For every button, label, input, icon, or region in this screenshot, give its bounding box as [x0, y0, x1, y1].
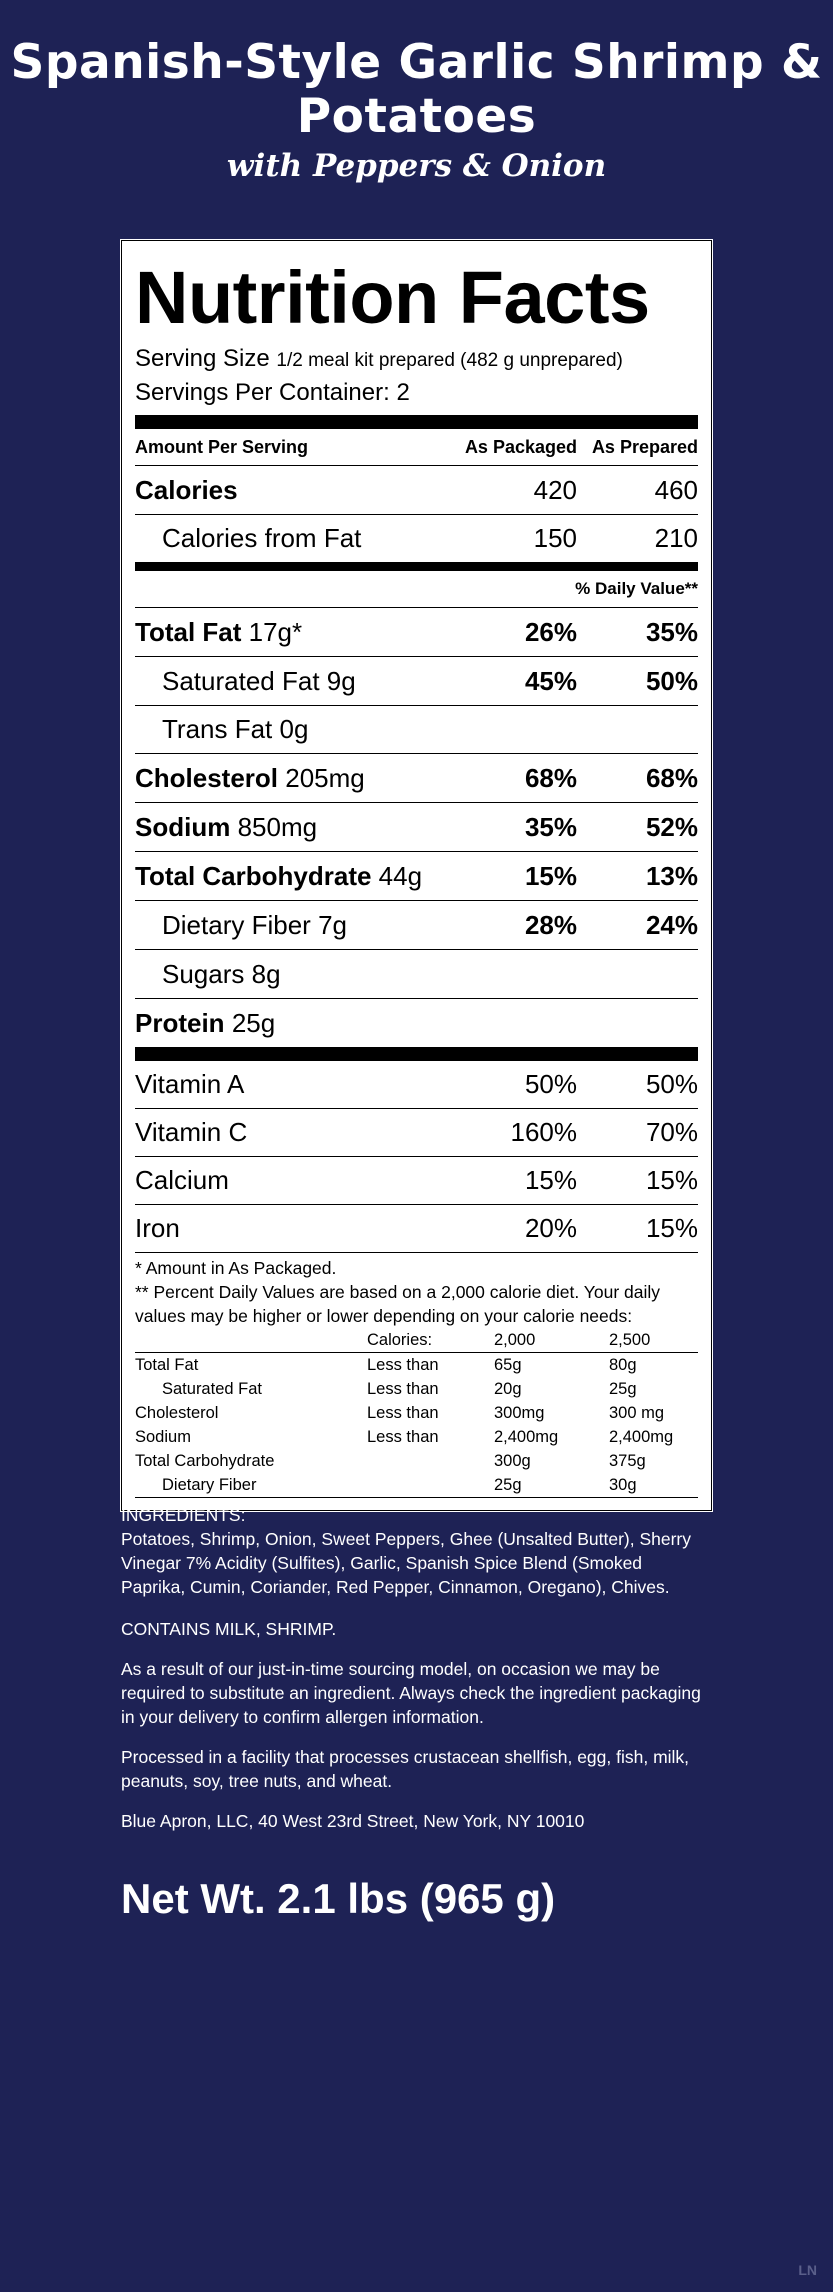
footnote-daily-values: ** Percent Daily Values are based on a 2,000 calorie diet. Your daily values may be higher or lower depending on your calorie needs: — [135, 1282, 661, 1326]
dv-nutrient-name: Saturated Fat — [162, 1380, 262, 1398]
nutrient-row — [135, 901, 698, 950]
dv-calories-2000: 2,000 — [494, 1328, 609, 1353]
facility-note: Processed in a facility that processes crustacean shellfish, egg, fish, milk, peanuts, soy, tree nuts, and wheat. — [121, 1747, 690, 1791]
serving-size-value: 1/2 meal kit prepared (482 g unprepared) — [276, 350, 623, 371]
nutrient-packaged-dv: 45% — [524, 665, 577, 696]
calories-from-fat-row — [135, 515, 698, 562]
nutrient-amount: 7g — [318, 909, 347, 940]
dv-less-than: Less than — [367, 1356, 439, 1374]
sourcing-note: As a result of our just-in-time sourcing model, on occasion we may be required to substitute an ingredient. Always check the ingredient packaging in your delivery to confirm allergen information. — [121, 1659, 701, 1727]
ingredients-text: Potatoes, Shrimp, Onion, Sweet Peppers, Ghee (Unsalted Butter), Sherry Vinegar 7% Acidity (Sulfites), Garlic, Spanish Spice Blend (Smoked Paprika, Cumin, Coriander, Red Pepper, Cinnamon, Oregano), Chives. — [121, 1529, 691, 1597]
table-row — [135, 1401, 698, 1425]
nutrient-amount: 9g — [326, 665, 356, 696]
calories-packaged: 420 — [533, 474, 577, 505]
dv-nutrient-name: Dietary Fiber — [135, 1473, 367, 1498]
nutrient-amount: 44g — [378, 860, 423, 891]
dv-value-2000: 2,400mg — [494, 1428, 559, 1446]
dv-calories-2500: 2,500 — [609, 1328, 698, 1353]
calories-label: Calories — [135, 474, 238, 505]
dv-value-2500: 375g — [609, 1452, 646, 1470]
nutrient-row — [135, 706, 698, 754]
dv-less-than — [367, 1473, 494, 1498]
nutrient-row — [135, 657, 698, 706]
dv-nutrient-name: Total Fat — [135, 1356, 199, 1374]
nutrient-prepared-dv: 52% — [645, 811, 698, 842]
serving-size — [135, 343, 698, 377]
net-weight: Net Wt. 2.1 lbs (965 g) — [121, 1875, 556, 1922]
nutrient-name: Sodium — [135, 811, 231, 842]
nutrient-name: Dietary Fiber — [162, 909, 311, 940]
nutrient-amount: 17g* — [248, 616, 303, 647]
vitamin-prepared: 15% — [645, 1165, 698, 1195]
ingredients-section — [121, 1503, 711, 1599]
nutrient-packaged-dv: 26% — [524, 616, 577, 647]
dv-nutrient-name: Cholesterol — [135, 1404, 219, 1422]
calories-from-fat-prepared: 210 — [654, 523, 698, 553]
nutrient-name: Sugars — [162, 958, 245, 989]
as-packaged-header: As Packaged — [464, 436, 577, 457]
dv-value-2000: 25g — [494, 1473, 609, 1498]
nutrient-row — [135, 950, 698, 999]
vitamin-name: Vitamin C — [135, 1117, 248, 1147]
calories-prepared: 460 — [654, 474, 698, 505]
divider-medium — [135, 562, 698, 571]
nutrient-name: Protein — [135, 1007, 225, 1038]
nutrient-prepared-dv: 13% — [645, 860, 698, 891]
nutrient-packaged-dv: 28% — [524, 909, 577, 940]
nutrient-amount: 0g — [279, 714, 309, 744]
dv-table-head — [135, 1328, 698, 1353]
vitamin-packaged: 15% — [524, 1165, 577, 1195]
dv-value-2000: 65g — [494, 1356, 522, 1374]
vitamin-packaged: 20% — [524, 1213, 577, 1243]
nutrient-amount: 8g — [251, 958, 281, 989]
serving-size-label: Serving Size — [135, 345, 270, 372]
nutrient-packaged-dv: 68% — [524, 762, 577, 793]
vitamin-row — [135, 1109, 698, 1157]
column-header-row — [135, 429, 698, 466]
vitamin-name: Vitamin A — [135, 1069, 245, 1099]
product-subtitle: with Peppers & Onion — [226, 148, 607, 184]
calories-from-fat-label: Calories from Fat — [162, 523, 362, 553]
dv-less-than — [367, 1449, 494, 1473]
product-title: Spanish-Style Garlic Shrimp & Potatoes — [10, 35, 823, 144]
vitamin-row — [135, 1205, 698, 1253]
nutrient-row — [135, 608, 698, 657]
nutrition-label — [121, 240, 712, 1511]
allergen-contains: CONTAINS MILK, SHRIMP. — [121, 1619, 337, 1639]
nutrient-amount: 25g — [231, 1007, 276, 1038]
table-row — [135, 1449, 698, 1473]
vitamin-packaged: 50% — [524, 1069, 577, 1099]
vitamin-name: Iron — [135, 1213, 180, 1243]
nutrient-name: Cholesterol — [135, 762, 279, 793]
table-row — [135, 1377, 698, 1401]
vitamin-row — [135, 1061, 698, 1109]
nutrient-prepared-dv: 68% — [645, 762, 698, 793]
table-row — [135, 1353, 698, 1378]
nutrient-prepared-dv: 35% — [645, 616, 698, 647]
as-prepared-header: As Prepared — [591, 436, 698, 457]
dv-less-than: Less than — [367, 1380, 439, 1398]
nutrient-name: Saturated Fat — [162, 665, 320, 696]
company-address: Blue Apron, LLC, 40 West 23rd Street, New York, NY 10010 — [121, 1811, 585, 1831]
vitamin-prepared: 70% — [645, 1117, 698, 1147]
nutrient-row — [135, 803, 698, 852]
dv-value-2000: 300g — [494, 1452, 531, 1470]
nutrient-amount: 205mg — [285, 762, 365, 793]
nutrient-name: Trans Fat — [162, 714, 273, 744]
dv-less-than: Less than — [367, 1428, 439, 1446]
table-row — [135, 1473, 698, 1498]
daily-values-table — [135, 1328, 698, 1498]
dv-value-2500: 2,400mg — [609, 1428, 674, 1446]
calories-from-fat-packaged: 150 — [533, 523, 577, 553]
nutrient-packaged-dv: 15% — [524, 860, 577, 891]
vitamin-prepared: 15% — [645, 1213, 698, 1243]
dv-nutrient-name: Total Carbohydrate — [135, 1452, 275, 1470]
vitamin-prepared: 50% — [645, 1069, 698, 1099]
calories-row — [135, 466, 698, 515]
dv-value-2500: 80g — [609, 1356, 637, 1374]
table-row — [135, 1425, 698, 1449]
nutrient-amount: 850mg — [237, 811, 318, 842]
vitamin-row — [135, 1157, 698, 1205]
dv-value-2000: 20g — [494, 1380, 522, 1398]
corner-mark: LN — [798, 2262, 817, 2278]
nutrient-row — [135, 852, 698, 901]
vitamin-name: Calcium — [135, 1165, 229, 1195]
daily-value-header-text: % Daily Value** — [575, 579, 698, 598]
dv-calories-label: Calories: — [367, 1328, 494, 1353]
dv-nutrient-name: Sodium — [135, 1428, 191, 1446]
nutrition-facts-title: Nutrition Facts — [135, 256, 650, 339]
nutrient-name: Total Fat — [135, 616, 242, 647]
divider-thick — [135, 1047, 698, 1061]
vitamin-packaged: 160% — [510, 1117, 577, 1147]
daily-value-header — [135, 571, 698, 608]
nutrient-row — [135, 999, 698, 1047]
dv-value-2000: 300mg — [494, 1404, 545, 1422]
dv-value-2500: 30g — [609, 1473, 698, 1498]
dv-value-2500: 25g — [609, 1380, 637, 1398]
nutrient-prepared-dv: 50% — [645, 665, 698, 696]
nutrient-prepared-dv: 24% — [645, 909, 698, 940]
amount-per-serving-header: Amount Per Serving — [135, 436, 309, 457]
nutrient-row — [135, 754, 698, 803]
nutrient-packaged-dv: 35% — [524, 811, 577, 842]
servings-per-container: Servings Per Container: 2 — [135, 379, 410, 406]
ingredients-heading: INGREDIENTS: — [121, 1505, 246, 1525]
dv-value-2500: 300 mg — [609, 1404, 665, 1422]
dv-less-than: Less than — [367, 1404, 439, 1422]
nutrient-name: Total Carbohydrate — [135, 860, 372, 891]
divider-thick — [135, 415, 698, 429]
footnote-packaged: * Amount in As Packaged. — [135, 1258, 337, 1278]
